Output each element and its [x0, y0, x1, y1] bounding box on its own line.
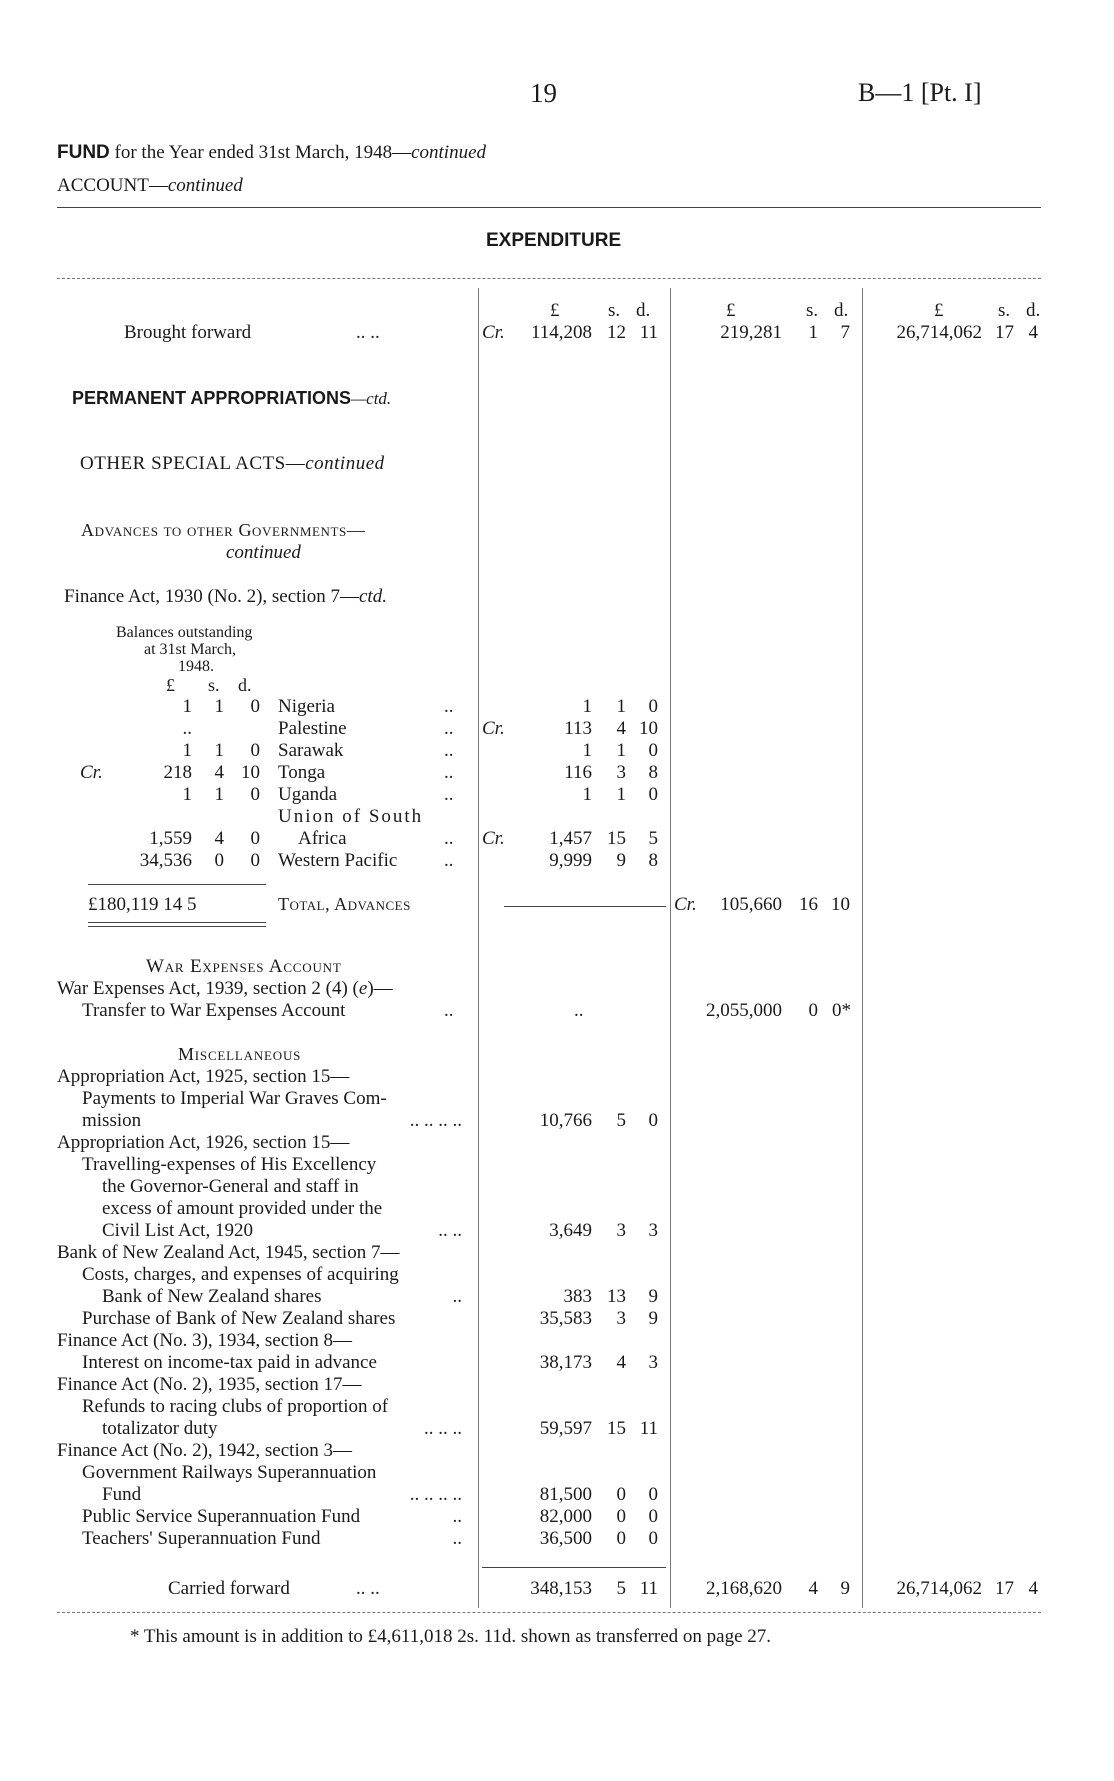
- amount-shillings: 4: [616, 1352, 626, 1373]
- col1-pound-unit: £: [550, 300, 560, 321]
- misc-line-text: Public Service Superannuation Fund: [82, 1506, 361, 1527]
- amount-pence: 0: [648, 1506, 658, 1527]
- leader-dots: .. .. .. ..: [409, 1484, 462, 1505]
- col-rule-2: [670, 288, 671, 1608]
- amount-pounds: 10,766: [539, 1110, 592, 1131]
- misc-line-text: Fund: [102, 1484, 142, 1505]
- misc-line-text: Purchase of Bank of New Zealand shares: [82, 1308, 396, 1329]
- amount-shillings: 0: [616, 1484, 626, 1505]
- amount-shillings: 13: [607, 1286, 626, 1307]
- col2-d-unit: d.: [834, 300, 849, 321]
- fund-heading: FUND for the Year ended 31st March, 1948—continued: [57, 142, 487, 163]
- carried-rule: [482, 1567, 666, 1568]
- advances-heading: Advances to other Governments—: [81, 520, 366, 540]
- cr-prefix: Cr.: [482, 718, 505, 739]
- section-title: EXPENDITURE: [486, 230, 622, 251]
- misc-line-text: Bank of New Zealand Act, 1945, section 7—: [57, 1242, 400, 1263]
- total-double-rule: [88, 922, 266, 923]
- total-balance: £180,119 14 5: [88, 894, 197, 915]
- leader-dots: ..: [452, 1506, 462, 1527]
- war-expenses-line2: Transfer to War Expenses Account: [82, 1000, 346, 1021]
- misc-line-text: Finance Act (No. 2), 1942, section 3—: [57, 1440, 352, 1461]
- rule-bottom: [57, 1612, 1041, 1613]
- misc-line-text: Finance Act (No. 3), 1934, section 8—: [57, 1330, 352, 1351]
- country-name: Uganda: [278, 784, 338, 805]
- misc-line-text: Refunds to racing clubs of proportion of: [82, 1396, 389, 1417]
- amount-pounds: 3,649: [549, 1220, 592, 1241]
- balances-heading: at 31st March,: [144, 641, 236, 658]
- cr-prefix: Cr.: [482, 828, 505, 849]
- misc-line-text: Interest on income-tax paid in advance: [82, 1352, 377, 1373]
- col-rule-1: [478, 288, 479, 1608]
- misc-line-text: the Governor-General and staff in: [102, 1176, 359, 1197]
- country-name: Sarawak: [278, 740, 344, 761]
- misc-line-text: Government Railways Superannuation: [82, 1462, 377, 1483]
- subtotal-rule: [88, 884, 266, 885]
- amount-shillings: 3: [616, 1308, 626, 1329]
- country-name: Nigeria: [278, 696, 335, 717]
- brought-forward-label: Brought forward: [124, 322, 252, 343]
- balance-s-unit: s.: [208, 675, 220, 695]
- amount-pounds: 26,714,062: [896, 322, 982, 343]
- amount-pence: 0: [648, 1110, 658, 1131]
- amount-pence: 7: [840, 322, 850, 343]
- col1-d-unit: d.: [636, 300, 651, 321]
- misc-line-text: Payments to Imperial War Graves Com-: [82, 1088, 387, 1109]
- cr-prefix: Cr.: [80, 762, 103, 783]
- rule-top: [57, 207, 1041, 208]
- col3-s-unit: s.: [998, 300, 1011, 321]
- misc-line-text: Teachers' Superannuation Fund: [82, 1528, 321, 1549]
- total-rule: [504, 906, 666, 907]
- advances-heading-continued: continued: [226, 542, 301, 563]
- amount-pence: 0: [648, 1528, 658, 1549]
- cr-prefix: Cr.: [482, 322, 505, 343]
- leader-dots: ..: [452, 1286, 462, 1307]
- miscellaneous-heading: Miscellaneous: [178, 1044, 302, 1064]
- country-name: Western Pacific: [278, 850, 398, 871]
- amount-shillings: 1: [808, 322, 818, 343]
- misc-line-text: Finance Act (No. 2), 1935, section 17—: [57, 1374, 362, 1395]
- amount-pence: 9: [648, 1308, 658, 1329]
- leader-dots: .. .. .. ..: [409, 1110, 462, 1131]
- amount-shillings: 15: [607, 1418, 626, 1439]
- country-name: Africa: [298, 828, 347, 849]
- misc-line-text: Travelling-expenses of His Excellency: [82, 1154, 377, 1175]
- amount-pounds: 36,500: [539, 1528, 592, 1549]
- total-double-rule: [88, 926, 266, 927]
- misc-line-text: excess of amount provided under the: [102, 1198, 383, 1219]
- amount-pounds: 35,583: [539, 1308, 592, 1329]
- col-rule-3: [862, 288, 863, 1608]
- page-number: 19: [530, 78, 557, 108]
- amount-pounds: 81,500: [539, 1484, 592, 1505]
- amount-shillings: 5: [616, 1110, 626, 1131]
- balance-d-unit: d.: [238, 675, 252, 695]
- account-heading: ACCOUNT—continued: [57, 175, 243, 196]
- amount-pence: 4: [1028, 322, 1038, 343]
- amount-shillings: 0: [616, 1506, 626, 1527]
- col2-s-unit: s.: [806, 300, 819, 321]
- misc-line-text: Bank of New Zealand shares: [102, 1286, 322, 1307]
- balances-heading: Balances outstanding: [116, 624, 253, 641]
- amount-pounds: 383: [563, 1286, 592, 1307]
- misc-line-text: mission: [82, 1110, 142, 1131]
- balance-pound-unit: £: [166, 675, 175, 695]
- leader-dots: ..: [452, 1528, 462, 1549]
- leader-dots: .. ..: [356, 322, 380, 343]
- cr-prefix: Cr.: [674, 894, 697, 915]
- amount-pounds: 219,281: [720, 322, 782, 343]
- amount-pence: 11: [639, 1418, 658, 1439]
- amount-pounds: 59,597: [539, 1418, 592, 1439]
- war-expenses-heading: War Expenses Account: [146, 956, 342, 977]
- permanent-appropriations-heading: PERMANENT APPROPRIATIONS—ctd.: [72, 388, 392, 408]
- footnote: * This amount is in addition to £4,611,018 2s. 11d. shown as transferred on page 27.: [130, 1626, 771, 1647]
- rule-section: [57, 278, 1041, 279]
- col2-pound-unit: £: [726, 300, 736, 321]
- carried-forward-label: Carried forward: [168, 1578, 290, 1599]
- total-advances-label: Total, Advances: [278, 894, 411, 914]
- finance-act-heading: Finance Act, 1930 (No. 2), section 7—ctd.: [64, 586, 387, 607]
- col1-s-unit: s.: [608, 300, 621, 321]
- misc-line-text: Costs, charges, and expenses of acquiring: [82, 1264, 399, 1285]
- amount-shillings: 0: [616, 1528, 626, 1549]
- amount-shillings: 12: [607, 322, 626, 343]
- amount-pence: 3: [648, 1220, 658, 1241]
- country-name: Palestine: [278, 718, 347, 739]
- balances-heading: 1948.: [178, 658, 214, 675]
- amount-shillings: 17: [995, 322, 1014, 343]
- misc-line-text: Appropriation Act, 1926, section 15—: [57, 1132, 350, 1153]
- country-name: Tonga: [278, 762, 326, 783]
- misc-line-text: Appropriation Act, 1925, section 15—: [57, 1066, 350, 1087]
- amount-pence: 9: [648, 1286, 658, 1307]
- amount-pence: 0: [648, 1484, 658, 1505]
- page-reference: B—1 [Pt. I]: [858, 78, 982, 107]
- amount-shillings: 3: [616, 1220, 626, 1241]
- amount-pounds: 82,000: [539, 1506, 592, 1527]
- leader-dots: .. .. ..: [424, 1418, 462, 1439]
- amount-pence: 11: [639, 322, 658, 343]
- amount-pounds: 114,208: [530, 322, 592, 343]
- amount-pounds: 38,173: [539, 1352, 592, 1373]
- other-special-acts-heading: OTHER SPECIAL ACTS—continued: [80, 453, 385, 474]
- amount-pence: 3: [648, 1352, 658, 1373]
- country-name: Union of South: [278, 806, 424, 827]
- col3-d-unit: d.: [1026, 300, 1041, 321]
- war-expenses-line1: War Expenses Act, 1939, section 2 (4) (e)—: [57, 978, 393, 999]
- col3-pound-unit: £: [934, 300, 944, 321]
- leader-dots: .. ..: [438, 1220, 462, 1241]
- misc-line-text: totalizator duty: [102, 1418, 218, 1439]
- misc-line-text: Civil List Act, 1920: [102, 1220, 253, 1241]
